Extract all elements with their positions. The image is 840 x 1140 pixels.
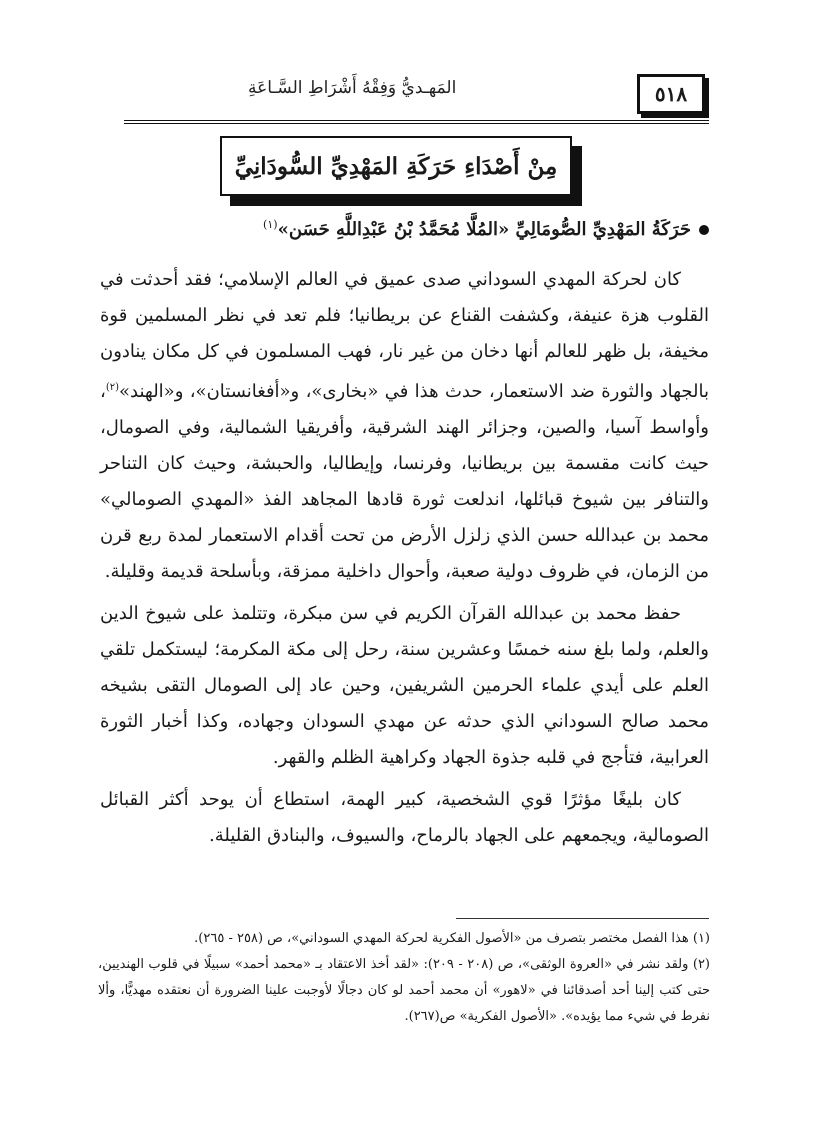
subheading-text: حَرَكَةُ المَهْدِيِّ الصُّومَالِيِّ «المُلَّا مُحَمَّدُ بْنُ عَبْدِاللَّهِ حَسَن» <box>277 219 691 240</box>
footnotes <box>98 926 710 1030</box>
footnote-rule <box>456 918 709 919</box>
running-title: المَهـديُّ وَفِقْهُ أَشْرَاطِ السَّـاعَةِ <box>248 78 457 98</box>
section-subheading <box>124 218 709 240</box>
bullet-dot-icon <box>699 225 709 235</box>
footnote-2: (٢) ولقد نشر في «العروة الوثقى»، ص (٢٠٨ - ٢٠٩): «لقد أخذ الاعتقاد بـ «محمد أحمد» سبيلًا في قلوب الهنديين، حتى كتب إلينا أحد أصدقائنا في «لاهور» أن محمد أحمد لو كان دجالًا لأوجبت علينا الضرورة أن نعتقده مهديًّا، وألا نفرط في شيء مما يؤيده». «الأصول الفكرية» ص(٢٦٧). <box>98 957 711 1024</box>
paragraph-2: حفظ محمد بن عبدالله القرآن الكريم في سن مبكرة، وتتلمذ على شيوخ الدين والعلم، ولما بلغ سنه خمسًا وعشرين سنة، رحل إلى مكة المكرمة؛ ليستكمل تلقي العلم على أيدي علماء الحرمين الشريفين، وحين عاد إلى الصومال التقى بشيخه محمد صالح السوداني الذي حدثه عن مهدي السودان وجهاده، وكذا أخبار الثورة العرابية، فتأجج في قلبه جذوة الجهاد وكراهية الظلم والقهر. <box>100 603 709 768</box>
header-rule <box>124 120 709 124</box>
footnote-ref-1: (١) <box>263 218 278 231</box>
paragraph-3: كان بليغًا مؤثرًا قوي الشخصية، كبير الهمة، استطاع أن يوحد أكثر القبائل الصومالية، ويجمعهم على الجهاد بالرماح، والسيوف، والبنادق القليلة. <box>100 789 709 846</box>
footnote-ref-2: (٢) <box>105 382 119 393</box>
paragraph-1-text-after: ، وأواسط آسيا، والصين، وجزائر الهند الشرقية، وأفريقيا الشمالية، وفي الصومال، حيث كانت مقسمة بين بريطانيا، وفرنسا، وإيطاليا، والحبشة، وحيث كان التناحر والتنافر بين شيوخ قبائلها، اندلعت ثورة قادها المجاهد الفذ «المهدي الصومالي» محمد بن عبدالله حسن الذي زلزل الأرض من تحت أقدام الاستعمار لمدة ربع قرن من الزمان، في ظروف دولية صعبة، وأحوال داخلية ممزقة، وبأسلحة قديمة وقليلة. <box>100 381 709 582</box>
paragraph-1-text-before: كان لحركة المهدي السوداني صدى عميق في العالم الإسلامي؛ فقد أحدثت في القلوب هزة عنيفة، وكشفت القناع عن بريطانيا؛ فلم تعد في نظر المسلمين قوة مخيفة، بل ظهر للعالم أنها دخان من غير نار، فهب المسلمون في كل مكان ينادون بالجهاد والثورة ضد الاستعمار، حدث هذا في «بخارى»، و«أفغانستان»، و«الهند» <box>100 269 709 402</box>
chapter-title: مِنْ أَصْدَاءِ حَرَكَةِ المَهْدِيِّ السُّودَانِيِّ <box>220 136 572 196</box>
page-number: ٥١٨ <box>637 74 705 114</box>
body-text <box>100 262 709 860</box>
paragraph-1 <box>100 262 709 590</box>
footnote-1: (١) هذا الفصل مختصر بتصرف من «الأصول الفكرية لحركة المهدي السوداني»، ص (٢٥٨ - ٢٦٥). <box>194 931 710 946</box>
